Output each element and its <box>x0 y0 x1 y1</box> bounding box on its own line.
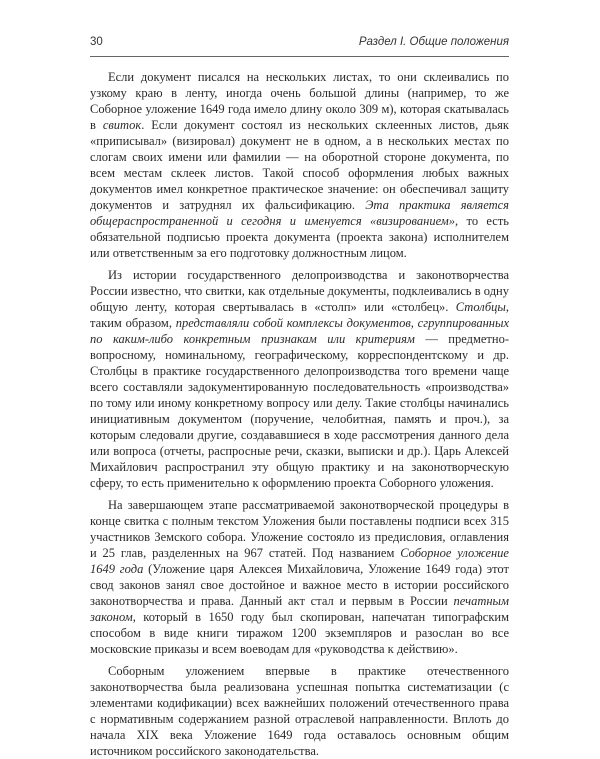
section-title: Раздел I. Общие положения <box>358 36 509 48</box>
paragraph-3: На завершающем этапе рассматриваемой законотворческой процедуры в конце свитка с полным текстом Уложения были поставлены подписи всех 315 участников Земского собора. Уложение состояло из предисловия, оглавления и 25 глав, разделенных на 967 статей. Под названием Соборное уложение 1649 года (Уложение царя Алексея Михайловича, Уложение 1649 года) этот свод законов занял свое достойное и важное место в истории российского законотворчества и права. Данный акт стал и первым в России печатным законом, который в 1650 году был скопирован, напечатан типографским способом в виде книги тиражом 1200 экземпляров и разослан во все московские приказы и всем воеводам для «руководства к действию». <box>90 498 509 656</box>
running-header <box>90 36 509 52</box>
header-rule <box>90 56 509 57</box>
page-number: 30 <box>90 36 103 48</box>
paragraph-2: Из истории государственного делопроизводства и законотворчества России известно, что свитки, как отдельные документы, подклеивались в одну общую ленту, которая свертывалась в «столп» или «столбец». Столбцы, таким образом, представляли собой комплексы документов, сгруппированных по каким-либо конкретным признакам или критериям — предметно-вопросному, номинальному, географическому, корреспондентскому и др. Столбцы в практике государственного делопроизводства того времени чаще всего составляли задокументированную последовательность «производства» по тому или иному конкретному вопросу или делу. Такие столбцы начинались инициативным документом (поручение, челобитная, память и проч.), за которым следовали другие, создававшиеся в ходе рассмотрения данного дела или вопроса (отчеты, распросные речи, сказки, выписки и др.). Царь Алексей Михайлович распространил эту общую практику и на законотворческую сферу, то есть применительно к оформлению проекта Соборного уложения. <box>90 268 509 490</box>
paragraph-1: Если документ писался на нескольких листах, то они склеивались по узкому краю в ленту, иногда очень большой длины (например, то же Соборное уложение 1649 года имело длину около 309 м), которая скатывалась в свиток. Если документ состоял из нескольких склеенных листов, дьяк «приписывал» (визировал) документ не в одном, а в нескольких местах по слогам своих имени или фамилии — на оборотной стороне документа, по всем местам склеек листов. Такой способ оформления любых важных документов имел конкретное практическое значение: он обеспечивал защиту документов и затруднял их фальсификацию. Эта практика является общераспространенной и сегодня и именуется «визированием», то есть обязательной подписью проекта документа (проекта закона) исполнителем или ответственным за его подготовку должностным лицом. <box>90 70 509 260</box>
paragraph-4: Соборным уложением впервые в практике отечественного законотворчества была реализована успешная попытка систематизации (с элементами кодификации) всех важнейших положений отечественного права с нормативным содержанием разной отраслевой направленности. Вплоть до начала XIX века Уложение 1649 года оставалось основным общим источником российского законодательства. <box>90 664 509 758</box>
body-text <box>90 69 509 759</box>
